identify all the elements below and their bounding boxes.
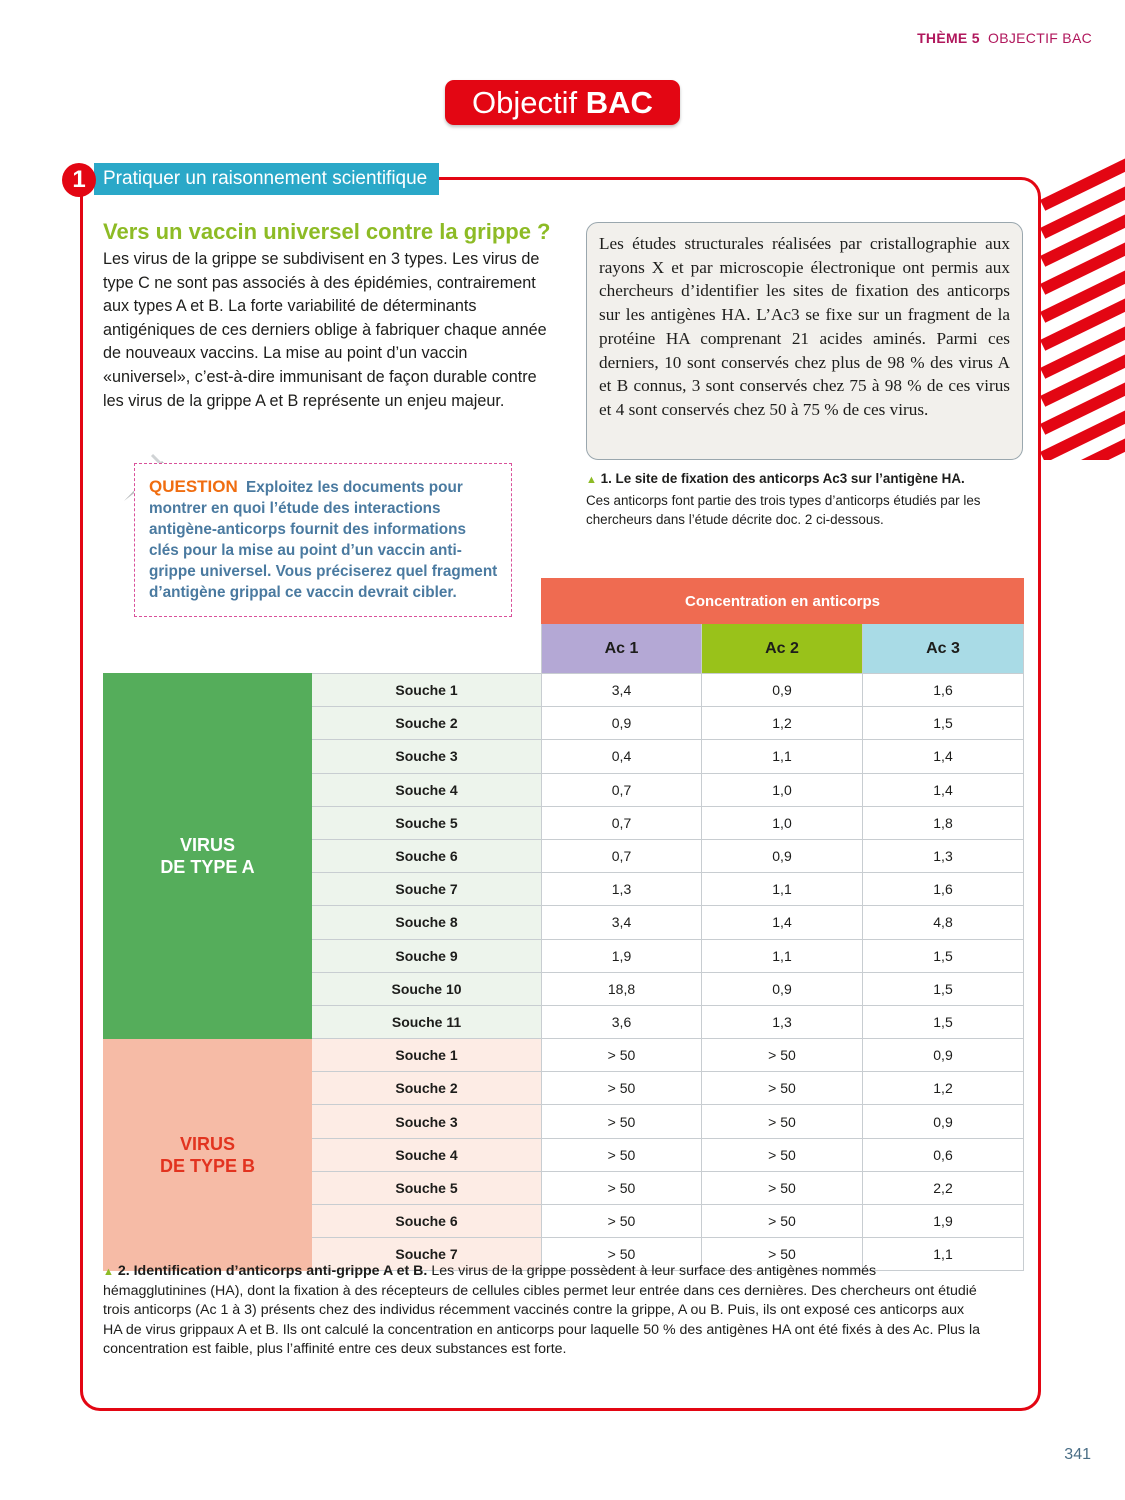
document-1-caption-text: Ces anticorps font partie des trois types d’anticorps étudiés par les chercheurs dans l’étude décrite doc. 2 ci-dessous. xyxy=(586,492,981,527)
table-column-row xyxy=(104,624,1024,674)
antibody-table xyxy=(103,578,1024,1271)
intro-text: Les virus de la grippe se subdivisent en 3 types. Les virus de type C ne sont pas associés à des épidémies, contrairement aux types A et B. La forte variabilité de déterminants antigéniques de ces derniers oblige à fabriquer chaque année de nouveaux vaccins. La mise au point d’un vaccin «universel», c’est-à-dire immunisant de façon durable contre les virus de la grippe A et B représente un enjeu majeur. xyxy=(103,250,547,410)
strain-cell: Souche 5 xyxy=(312,806,542,839)
ac1-value: 0,7 xyxy=(542,806,702,839)
ac3-value: 0,9 xyxy=(863,1105,1024,1138)
strain-cell: Souche 7 xyxy=(312,873,542,906)
document-1-caption-title: 1. Le site de fixation des anticorps Ac3 sur l’antigène HA. xyxy=(600,471,965,486)
ac3-value: 2,2 xyxy=(863,1171,1024,1204)
page-header xyxy=(917,30,1092,46)
strain-cell: Souche 4 xyxy=(312,773,542,806)
decorative-stripes xyxy=(1040,150,1125,460)
ac1-value: > 50 xyxy=(542,1205,702,1238)
ac1-value: 3,4 xyxy=(542,906,702,939)
strain-cell: Souche 6 xyxy=(312,1205,542,1238)
strain-cell: Souche 7 xyxy=(312,1238,542,1271)
question-label: QUESTION xyxy=(149,477,238,496)
exercise-title: Vers un vaccin universel contre la grippe ? xyxy=(103,219,551,244)
ac2-value: 1,4 xyxy=(702,906,863,939)
virus-group-line1: VIRUS xyxy=(179,835,235,856)
objectif-bac-badge xyxy=(445,80,680,125)
ac2-value: > 50 xyxy=(702,1105,863,1138)
virus-group-line1: VIRUS xyxy=(179,1133,235,1154)
ac3-value: 1,5 xyxy=(863,707,1024,740)
ac2-value: 1,1 xyxy=(702,740,863,773)
ac1-value: 0,9 xyxy=(542,707,702,740)
virus-group-line2: DE TYPE A xyxy=(160,857,255,878)
strain-cell: Souche 10 xyxy=(312,972,542,1005)
ac1-value: 3,4 xyxy=(542,674,702,707)
document-1-caption xyxy=(586,469,1026,530)
document-2-caption-text: Les virus de la grippe possèdent à leur surface des antigènes nommés hémagglutinines (HA), dont la fixation à des récepteurs de cellules cibles permet leur entrée dans ces dernières. Des chercheurs ont étudié trois anticorps (Ac 1 à 3) présents chez des individus récemment vaccinés contre la grippe, A ou B. Puis, ils ont exposé ces anticorps aux HA de virus grippaux A et B. Ils ont calculé la concentration en anticorps pour laquelle 50 % des antigènes HA ont été fixés à des Ac. Plus la concentration est faible, plus l’affinité entre ces deux substances est forte. xyxy=(103,1263,980,1357)
strain-cell: Souche 3 xyxy=(312,1105,542,1138)
ac3-value: 1,6 xyxy=(863,674,1024,707)
question-text: Exploitez les documents pour montrer en quoi l’étude des interactions antigène-anticorps fournit des informations clés pour la mise au point d’un vaccin anti-grippe universel. Vous préciserez quel fragment d’antigène grippal ce vaccin devrait cibler. xyxy=(149,479,498,601)
strain-cell: Souche 1 xyxy=(312,674,542,707)
ac3-value: 1,2 xyxy=(863,1072,1024,1105)
ac1-value: > 50 xyxy=(542,1072,702,1105)
strain-cell: Souche 5 xyxy=(312,1171,542,1204)
column-ac2: Ac 2 xyxy=(702,624,863,674)
strain-cell: Souche 1 xyxy=(312,1039,542,1072)
ac2-value: > 50 xyxy=(702,1205,863,1238)
ac1-value: 0,7 xyxy=(542,773,702,806)
document-1-text: Les études structurales réalisées par cristallographie aux rayons X et par microscopie électronique ont permis aux chercheurs d’identifier les sites de fixation des anticorps sur les antigènes HA. L’Ac3 se fixe sur un fragment de la protéine HA comprenant 21 acides aminés. Parmi ces derniers, 10 sont conservés chez plus de 98 % des virus A et B connus, 3 sont conservés chez 75 à 98 % de ces virus et 4 sont conservés chez 50 à 75 % de ces virus. xyxy=(599,234,1010,419)
ac2-value: 1,1 xyxy=(702,873,863,906)
ac1-value: > 50 xyxy=(542,1171,702,1204)
ac3-value: 1,5 xyxy=(863,939,1024,972)
strain-cell: Souche 11 xyxy=(312,1005,542,1038)
triangle-icon: ▲ xyxy=(103,1266,114,1278)
ac2-value: 0,9 xyxy=(702,674,863,707)
ac3-value: 0,6 xyxy=(863,1138,1024,1171)
ac3-value: 1,8 xyxy=(863,806,1024,839)
section-title: Pratiquer un raisonnement scientifique xyxy=(94,163,439,195)
page-number: 341 xyxy=(1064,1446,1091,1463)
ac1-value: 18,8 xyxy=(542,972,702,1005)
virus-group-label xyxy=(104,1039,312,1271)
ac3-value: 1,3 xyxy=(863,839,1024,872)
badge-prefix: Objectif xyxy=(472,85,578,120)
document-1-box xyxy=(586,222,1023,460)
virus-group-label xyxy=(104,674,312,1039)
badge-bold: BAC xyxy=(585,85,653,120)
column-ac3: Ac 3 xyxy=(863,624,1024,674)
table-header-row xyxy=(104,579,1024,624)
ac3-value: 1,4 xyxy=(863,740,1024,773)
triangle-icon: ▲ xyxy=(586,474,597,486)
section-label: OBJECTIF BAC xyxy=(988,30,1092,46)
ac1-value: > 50 xyxy=(542,1138,702,1171)
ac2-value: 1,2 xyxy=(702,707,863,740)
strain-cell: Souche 9 xyxy=(312,939,542,972)
ac1-value: 3,6 xyxy=(542,1005,702,1038)
strain-cell: Souche 3 xyxy=(312,740,542,773)
virus-group-line2: DE TYPE B xyxy=(159,1155,256,1176)
table-row xyxy=(104,674,1024,707)
ac2-value: 0,9 xyxy=(702,839,863,872)
ac2-value: 1,0 xyxy=(702,806,863,839)
ac1-value: 1,3 xyxy=(542,873,702,906)
ac2-value: > 50 xyxy=(702,1171,863,1204)
ac2-value: > 50 xyxy=(702,1238,863,1271)
ac2-value: 1,0 xyxy=(702,773,863,806)
ac1-value: 0,7 xyxy=(542,839,702,872)
ac2-value: > 50 xyxy=(702,1039,863,1072)
strain-cell: Souche 6 xyxy=(312,839,542,872)
ac1-value: 0,4 xyxy=(542,740,702,773)
ac3-value: 1,1 xyxy=(863,1238,1024,1271)
ac1-value: > 50 xyxy=(542,1039,702,1072)
column-ac1: Ac 1 xyxy=(542,624,702,674)
ac3-value: 4,8 xyxy=(863,906,1024,939)
ac2-value: 0,9 xyxy=(702,972,863,1005)
ac3-value: 1,6 xyxy=(863,873,1024,906)
document-2-caption xyxy=(103,1262,983,1359)
ac1-value: > 50 xyxy=(542,1105,702,1138)
ac3-value: 1,9 xyxy=(863,1205,1024,1238)
table-row xyxy=(104,1039,1024,1072)
ac2-value: 1,1 xyxy=(702,939,863,972)
concentration-header: Concentration en anticorps xyxy=(542,579,1024,624)
strain-cell: Souche 2 xyxy=(312,707,542,740)
ac3-value: 1,5 xyxy=(863,972,1024,1005)
section-number: 1 xyxy=(62,163,96,197)
strain-cell: Souche 4 xyxy=(312,1138,542,1171)
strain-cell: Souche 8 xyxy=(312,906,542,939)
strain-cell: Souche 2 xyxy=(312,1072,542,1105)
ac3-value: 1,4 xyxy=(863,773,1024,806)
document-2-caption-title: 2. Identification d’anticorps anti-grippe A et B. xyxy=(117,1263,428,1279)
ac1-value: > 50 xyxy=(542,1238,702,1271)
ac2-value: > 50 xyxy=(702,1072,863,1105)
ac2-value: > 50 xyxy=(702,1138,863,1171)
theme-label: THÈME 5 xyxy=(917,30,980,46)
ac1-value: 1,9 xyxy=(542,939,702,972)
ac3-value: 0,9 xyxy=(863,1039,1024,1072)
ac3-value: 1,5 xyxy=(863,1005,1024,1038)
ac2-value: 1,3 xyxy=(702,1005,863,1038)
